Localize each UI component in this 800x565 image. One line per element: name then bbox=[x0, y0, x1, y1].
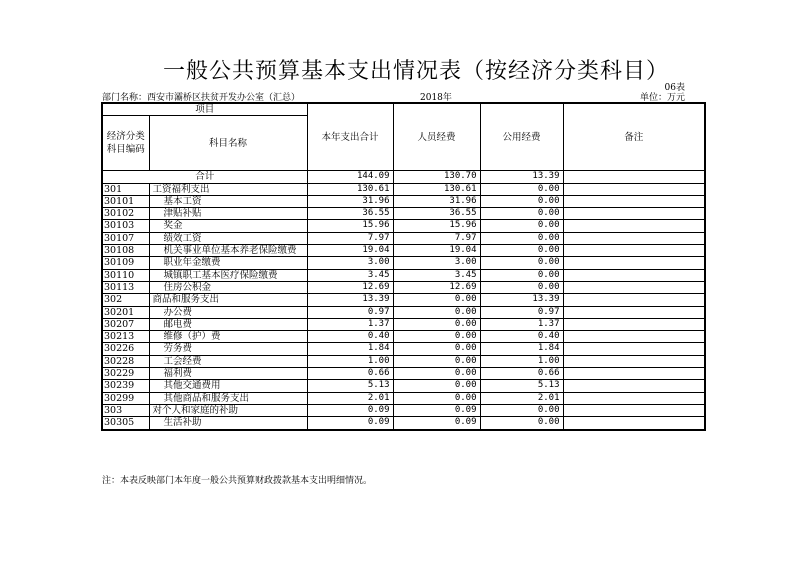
table-row-total bbox=[102, 171, 705, 183]
row-personnel: 0.00 bbox=[393, 343, 480, 355]
row-name: 机关事业单位基本养老保险缴费 bbox=[149, 245, 307, 257]
row-name: 办公费 bbox=[149, 306, 307, 318]
table-row bbox=[102, 404, 705, 416]
header-row-1 bbox=[102, 103, 705, 116]
row-code: 30299 bbox=[102, 392, 149, 404]
row-name: 职业年金缴费 bbox=[149, 257, 307, 269]
row-name: 其他商品和服务支出 bbox=[149, 392, 307, 404]
row-personnel: 12.69 bbox=[393, 281, 480, 293]
table-row bbox=[102, 183, 705, 195]
row-total: 7.97 bbox=[307, 232, 393, 244]
row-total: 15.96 bbox=[307, 220, 393, 232]
row-public: 5.13 bbox=[480, 380, 563, 392]
row-personnel: 0.00 bbox=[393, 331, 480, 343]
row-total: 36.55 bbox=[307, 208, 393, 220]
row-remark bbox=[563, 392, 705, 404]
row-personnel: 0.00 bbox=[393, 306, 480, 318]
row-personnel: 130.70 bbox=[393, 171, 480, 183]
row-total: 12.69 bbox=[307, 281, 393, 293]
row-name: 工资福利支出 bbox=[149, 183, 307, 195]
row-code: 30226 bbox=[102, 343, 149, 355]
row-remark bbox=[563, 318, 705, 330]
row-name: 奖金 bbox=[149, 220, 307, 232]
row-public: 0.00 bbox=[480, 183, 563, 195]
row-personnel: 0.00 bbox=[393, 294, 480, 306]
header-name: 科目名称 bbox=[149, 116, 307, 171]
table-row bbox=[102, 245, 705, 257]
header-personnel: 人员经费 bbox=[393, 103, 480, 171]
row-remark bbox=[563, 245, 705, 257]
row-public: 0.00 bbox=[480, 269, 563, 281]
row-remark bbox=[563, 183, 705, 195]
row-remark bbox=[563, 281, 705, 293]
row-total: 0.09 bbox=[307, 404, 393, 416]
table-row bbox=[102, 208, 705, 220]
row-total: 0.40 bbox=[307, 331, 393, 343]
row-public: 0.00 bbox=[480, 257, 563, 269]
row-total: 0.66 bbox=[307, 368, 393, 380]
header-public: 公用经费 bbox=[480, 103, 563, 171]
table-row bbox=[102, 269, 705, 281]
row-public: 0.00 bbox=[480, 417, 563, 430]
row-public: 1.84 bbox=[480, 343, 563, 355]
row-personnel: 0.00 bbox=[393, 392, 480, 404]
row-remark bbox=[563, 368, 705, 380]
row-public: 0.00 bbox=[480, 195, 563, 207]
row-personnel: 15.96 bbox=[393, 220, 480, 232]
row-remark bbox=[563, 269, 705, 281]
row-name: 生活补助 bbox=[149, 417, 307, 430]
row-name: 绩效工资 bbox=[149, 232, 307, 244]
row-public: 0.40 bbox=[480, 331, 563, 343]
expenditure-table bbox=[101, 102, 706, 431]
row-code: 30305 bbox=[102, 417, 149, 430]
row-public: 13.39 bbox=[480, 294, 563, 306]
row-remark bbox=[563, 208, 705, 220]
form-number: 06表 bbox=[664, 83, 685, 93]
row-code: 30201 bbox=[102, 306, 149, 318]
table-row bbox=[102, 232, 705, 244]
row-code: 30102 bbox=[102, 208, 149, 220]
row-public: 0.00 bbox=[480, 245, 563, 257]
row-remark bbox=[563, 232, 705, 244]
row-remark bbox=[563, 171, 705, 183]
table-row bbox=[102, 281, 705, 293]
table-row bbox=[102, 331, 705, 343]
row-name: 合计 bbox=[102, 171, 307, 183]
row-name: 对个人和家庭的补助 bbox=[149, 404, 307, 416]
row-name: 住房公积金 bbox=[149, 281, 307, 293]
row-total: 130.61 bbox=[307, 183, 393, 195]
table-row bbox=[102, 392, 705, 404]
header-code: 经济分类科目编码 bbox=[102, 116, 149, 171]
row-total: 0.09 bbox=[307, 417, 393, 430]
row-name: 商品和服务支出 bbox=[149, 294, 307, 306]
row-total: 31.96 bbox=[307, 195, 393, 207]
row-name: 其他交通费用 bbox=[149, 380, 307, 392]
row-public: 0.00 bbox=[480, 404, 563, 416]
row-name: 津贴补贴 bbox=[149, 208, 307, 220]
row-name: 福利费 bbox=[149, 368, 307, 380]
unit-label: 单位：万元 bbox=[639, 93, 685, 103]
row-code: 30109 bbox=[102, 257, 149, 269]
row-personnel: 3.45 bbox=[393, 269, 480, 281]
row-remark bbox=[563, 195, 705, 207]
row-name: 邮电费 bbox=[149, 318, 307, 330]
row-remark bbox=[563, 404, 705, 416]
row-personnel: 7.97 bbox=[393, 232, 480, 244]
row-personnel: 0.00 bbox=[393, 318, 480, 330]
row-code: 30228 bbox=[102, 355, 149, 367]
table-row bbox=[102, 220, 705, 232]
row-total: 1.37 bbox=[307, 318, 393, 330]
row-total: 0.97 bbox=[307, 306, 393, 318]
meta-line bbox=[102, 90, 685, 101]
row-remark bbox=[563, 343, 705, 355]
row-total: 5.13 bbox=[307, 380, 393, 392]
page-title: 一般公共预算基本支出情况表（按经济分类科目） bbox=[162, 59, 669, 84]
row-code: 30229 bbox=[102, 368, 149, 380]
row-code: 30213 bbox=[102, 331, 149, 343]
table-row bbox=[102, 343, 705, 355]
header-item: 项目 bbox=[102, 103, 307, 116]
footnote: 注：本表反映部门本年度一般公共预算财政拨款基本支出明细情况。 bbox=[102, 476, 373, 486]
row-remark bbox=[563, 355, 705, 367]
row-code: 30101 bbox=[102, 195, 149, 207]
table-row bbox=[102, 368, 705, 380]
table-row bbox=[102, 195, 705, 207]
row-public: 0.97 bbox=[480, 306, 563, 318]
row-code: 303 bbox=[102, 404, 149, 416]
row-total: 3.45 bbox=[307, 269, 393, 281]
budget-year: 2018年 bbox=[420, 93, 452, 103]
row-total: 19.04 bbox=[307, 245, 393, 257]
table-row bbox=[102, 306, 705, 318]
row-total: 2.01 bbox=[307, 392, 393, 404]
row-code: 30103 bbox=[102, 220, 149, 232]
row-personnel: 36.55 bbox=[393, 208, 480, 220]
row-total: 13.39 bbox=[307, 294, 393, 306]
row-personnel: 0.09 bbox=[393, 404, 480, 416]
row-public: 1.00 bbox=[480, 355, 563, 367]
row-remark bbox=[563, 306, 705, 318]
row-code: 301 bbox=[102, 183, 149, 195]
row-public: 0.00 bbox=[480, 281, 563, 293]
row-total: 1.84 bbox=[307, 343, 393, 355]
row-code: 302 bbox=[102, 294, 149, 306]
row-code: 30107 bbox=[102, 232, 149, 244]
row-name: 维修（护）费 bbox=[149, 331, 307, 343]
row-code: 30239 bbox=[102, 380, 149, 392]
row-personnel: 19.04 bbox=[393, 245, 480, 257]
row-total: 3.00 bbox=[307, 257, 393, 269]
row-name: 工会经费 bbox=[149, 355, 307, 367]
row-remark bbox=[563, 294, 705, 306]
row-code: 30110 bbox=[102, 269, 149, 281]
row-public: 0.00 bbox=[480, 220, 563, 232]
row-name: 劳务费 bbox=[149, 343, 307, 355]
row-public: 0.00 bbox=[480, 232, 563, 244]
table-row bbox=[102, 355, 705, 367]
row-public: 13.39 bbox=[480, 171, 563, 183]
row-name: 基本工资 bbox=[149, 195, 307, 207]
row-public: 2.01 bbox=[480, 392, 563, 404]
row-code: 30207 bbox=[102, 318, 149, 330]
department-name: 部门名称：西安市灞桥区扶贫开发办公室（汇总） bbox=[102, 93, 301, 103]
header-total: 本年支出合计 bbox=[307, 103, 393, 171]
header-remark: 备注 bbox=[563, 103, 705, 171]
table-row bbox=[102, 294, 705, 306]
row-remark bbox=[563, 331, 705, 343]
row-personnel: 0.00 bbox=[393, 380, 480, 392]
table-row bbox=[102, 257, 705, 269]
row-public: 0.66 bbox=[480, 368, 563, 380]
row-total: 1.00 bbox=[307, 355, 393, 367]
row-personnel: 130.61 bbox=[393, 183, 480, 195]
row-code: 30108 bbox=[102, 245, 149, 257]
row-total: 144.09 bbox=[307, 171, 393, 183]
table-row bbox=[102, 417, 705, 430]
row-remark bbox=[563, 220, 705, 232]
row-remark bbox=[563, 257, 705, 269]
row-personnel: 3.00 bbox=[393, 257, 480, 269]
row-name: 城镇职工基本医疗保险缴费 bbox=[149, 269, 307, 281]
row-personnel: 31.96 bbox=[393, 195, 480, 207]
row-remark bbox=[563, 380, 705, 392]
row-personnel: 0.09 bbox=[393, 417, 480, 430]
row-remark bbox=[563, 417, 705, 430]
table-row bbox=[102, 318, 705, 330]
row-public: 1.37 bbox=[480, 318, 563, 330]
row-public: 0.00 bbox=[480, 208, 563, 220]
row-code: 30113 bbox=[102, 281, 149, 293]
row-personnel: 0.00 bbox=[393, 368, 480, 380]
row-personnel: 0.00 bbox=[393, 355, 480, 367]
table-row bbox=[102, 380, 705, 392]
